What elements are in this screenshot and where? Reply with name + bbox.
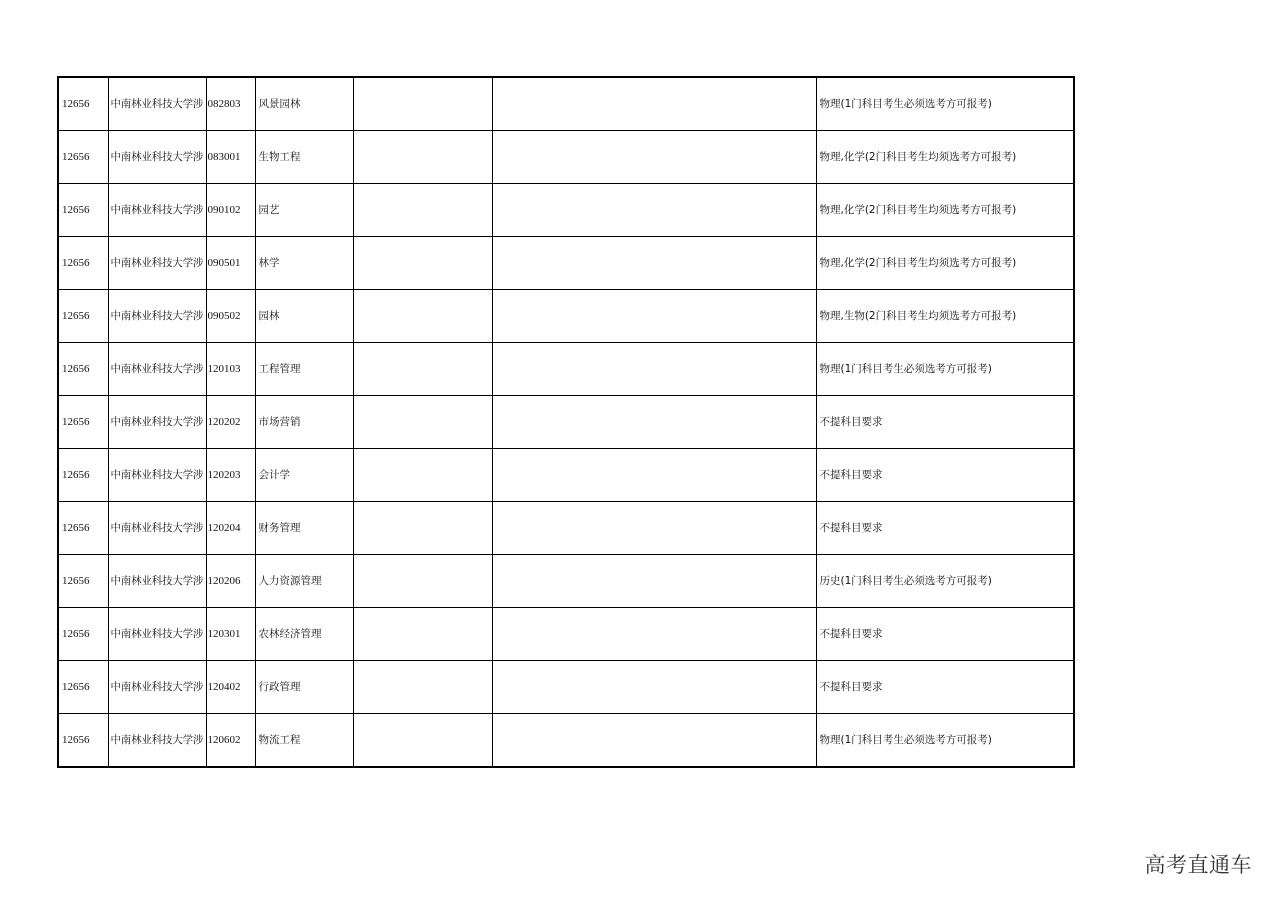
table-row — [58, 290, 1074, 343]
subject-requirement-cell: 不提科目要求 — [816, 661, 1074, 714]
subject-requirement-cell: 物理(1门科目考生必须选考方可报考) — [816, 343, 1074, 396]
school-code-cell: 12656 — [58, 661, 108, 714]
major-code-cell: 120203 — [206, 449, 255, 502]
school-name-cell: 中南林业科技大学涉 — [108, 237, 206, 290]
empty-cell-6 — [492, 661, 816, 714]
major-code-cell: 090502 — [206, 290, 255, 343]
major-name-cell: 工程管理 — [255, 343, 353, 396]
empty-cell-6 — [492, 555, 816, 608]
subject-requirement-cell: 不提科目要求 — [816, 502, 1074, 555]
empty-cell-6 — [492, 608, 816, 661]
subject-requirement-cell: 物理,化学(2门科目考生均须选考方可报考) — [816, 184, 1074, 237]
major-name-cell: 人力资源管理 — [255, 555, 353, 608]
school-code-cell: 12656 — [58, 608, 108, 661]
major-name-cell: 会计学 — [255, 449, 353, 502]
subject-requirement-cell: 物理,化学(2门科目考生均须选考方可报考) — [816, 131, 1074, 184]
table-row — [58, 237, 1074, 290]
table-row — [58, 661, 1074, 714]
school-name-cell: 中南林业科技大学涉 — [108, 502, 206, 555]
table-row — [58, 343, 1074, 396]
empty-cell-6 — [492, 449, 816, 502]
empty-cell-6 — [492, 237, 816, 290]
school-name-cell: 中南林业科技大学涉 — [108, 661, 206, 714]
major-name-cell: 行政管理 — [255, 661, 353, 714]
major-code-cell: 120202 — [206, 396, 255, 449]
school-name-cell: 中南林业科技大学涉 — [108, 396, 206, 449]
school-code-cell: 12656 — [58, 449, 108, 502]
subject-requirement-cell: 不提科目要求 — [816, 396, 1074, 449]
school-name-cell: 中南林业科技大学涉 — [108, 77, 206, 131]
empty-cell-5 — [353, 184, 492, 237]
subject-requirement-cell: 物理(1门科目考生必须选考方可报考) — [816, 714, 1074, 768]
major-name-cell: 农林经济管理 — [255, 608, 353, 661]
major-name-cell: 市场营销 — [255, 396, 353, 449]
school-name-cell: 中南林业科技大学涉 — [108, 449, 206, 502]
empty-cell-6 — [492, 343, 816, 396]
subject-requirement-cell: 历史(1门科目考生必须选考方可报考) — [816, 555, 1074, 608]
major-code-cell: 120204 — [206, 502, 255, 555]
table-row — [58, 502, 1074, 555]
major-code-cell: 120602 — [206, 714, 255, 768]
subject-requirement-cell: 物理,生物(2门科目考生均须选考方可报考) — [816, 290, 1074, 343]
table-row — [58, 77, 1074, 131]
school-code-cell: 12656 — [58, 237, 108, 290]
empty-cell-6 — [492, 184, 816, 237]
table-row — [58, 449, 1074, 502]
subject-requirement-cell: 物理,化学(2门科目考生均须选考方可报考) — [816, 237, 1074, 290]
subject-requirement-cell: 不提科目要求 — [816, 449, 1074, 502]
school-name-cell: 中南林业科技大学涉 — [108, 714, 206, 768]
school-code-cell: 12656 — [58, 714, 108, 768]
school-code-cell: 12656 — [58, 184, 108, 237]
table-row — [58, 555, 1074, 608]
watermark-text: 高考直通车 — [1144, 853, 1252, 877]
major-name-cell: 财务管理 — [255, 502, 353, 555]
empty-cell-5 — [353, 449, 492, 502]
school-name-cell: 中南林业科技大学涉 — [108, 608, 206, 661]
major-name-cell: 林学 — [255, 237, 353, 290]
empty-cell-5 — [353, 396, 492, 449]
empty-cell-6 — [492, 290, 816, 343]
empty-cell-6 — [492, 502, 816, 555]
table-row — [58, 714, 1074, 768]
empty-cell-5 — [353, 290, 492, 343]
empty-cell-6 — [492, 714, 816, 768]
school-name-cell: 中南林业科技大学涉 — [108, 290, 206, 343]
major-name-cell: 风景园林 — [255, 77, 353, 131]
school-code-cell: 12656 — [58, 396, 108, 449]
major-code-cell: 082803 — [206, 77, 255, 131]
major-name-cell: 园艺 — [255, 184, 353, 237]
school-name-cell: 中南林业科技大学涉 — [108, 555, 206, 608]
empty-cell-5 — [353, 555, 492, 608]
major-code-cell: 120402 — [206, 661, 255, 714]
subject-requirement-table — [57, 76, 1075, 768]
school-code-cell: 12656 — [58, 555, 108, 608]
empty-cell-5 — [353, 237, 492, 290]
major-name-cell: 生物工程 — [255, 131, 353, 184]
empty-cell-6 — [492, 77, 816, 131]
major-code-cell: 120103 — [206, 343, 255, 396]
empty-cell-5 — [353, 608, 492, 661]
major-code-cell: 083001 — [206, 131, 255, 184]
empty-cell-5 — [353, 661, 492, 714]
table-body — [58, 77, 1074, 767]
empty-cell-5 — [353, 77, 492, 131]
table-row — [58, 131, 1074, 184]
school-code-cell: 12656 — [58, 131, 108, 184]
school-name-cell: 中南林业科技大学涉 — [108, 131, 206, 184]
table-row — [58, 184, 1074, 237]
empty-cell-5 — [353, 131, 492, 184]
school-code-cell: 12656 — [58, 502, 108, 555]
school-code-cell: 12656 — [58, 343, 108, 396]
empty-cell-5 — [353, 343, 492, 396]
major-code-cell: 120206 — [206, 555, 255, 608]
empty-cell-5 — [353, 714, 492, 768]
major-name-cell: 园林 — [255, 290, 353, 343]
school-name-cell: 中南林业科技大学涉 — [108, 343, 206, 396]
school-code-cell: 12656 — [58, 290, 108, 343]
subject-requirement-cell: 物理(1门科目考生必须选考方可报考) — [816, 77, 1074, 131]
school-name-cell: 中南林业科技大学涉 — [108, 184, 206, 237]
school-code-cell: 12656 — [58, 77, 108, 131]
empty-cell-6 — [492, 396, 816, 449]
table-row — [58, 396, 1074, 449]
major-code-cell: 120301 — [206, 608, 255, 661]
table-row — [58, 608, 1074, 661]
subject-requirement-cell: 不提科目要求 — [816, 608, 1074, 661]
empty-cell-6 — [492, 131, 816, 184]
major-code-cell: 090501 — [206, 237, 255, 290]
empty-cell-5 — [353, 502, 492, 555]
major-name-cell: 物流工程 — [255, 714, 353, 768]
major-code-cell: 090102 — [206, 184, 255, 237]
